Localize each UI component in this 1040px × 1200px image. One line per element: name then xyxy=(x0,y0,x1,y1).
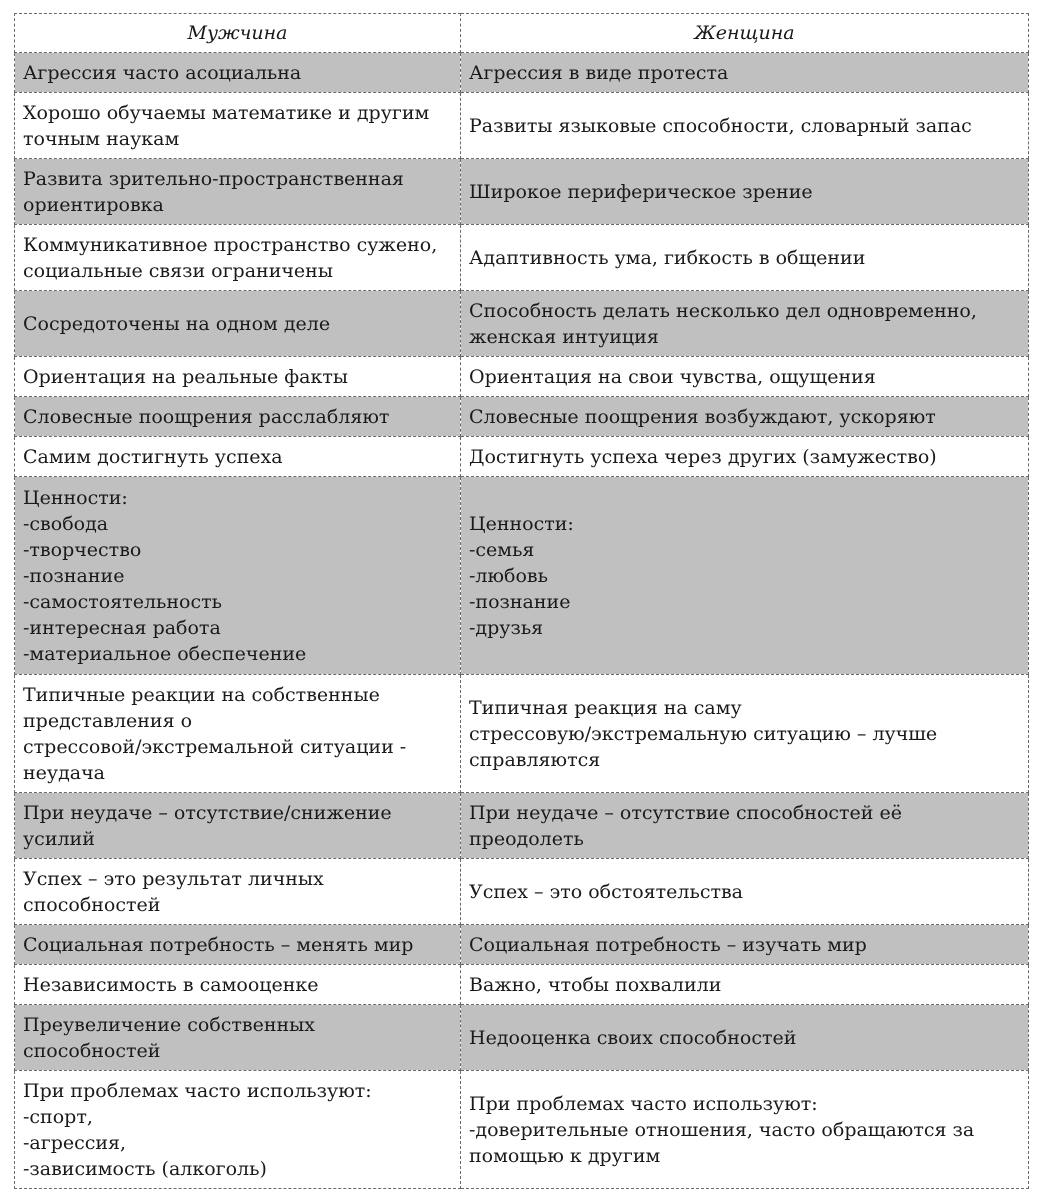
cell-female: При неудаче – отсутствие способностей её преодолеть xyxy=(461,793,1029,859)
cell-female: Важно, чтобы похвалили xyxy=(461,965,1029,1005)
table-row xyxy=(15,965,1029,1005)
cell-male: Типичные реакции на собственные представления о стрессовой/экстремальной ситуации - неудача xyxy=(15,675,461,793)
table-row xyxy=(15,925,1029,965)
cell-male: Хорошо обучаемы математике и другим точным наукам xyxy=(15,93,461,159)
table-row xyxy=(15,793,1029,859)
cell-male: Преувеличение собственных способностей xyxy=(15,1005,461,1071)
cell-female: Типичная реакция на саму стрессовую/экстремальную ситуацию – лучше справляются xyxy=(461,675,1029,793)
cell-male: Самим достигнуть успеха xyxy=(15,437,461,477)
cell-female: Способность делать несколько дел одновременно, женская интуиция xyxy=(461,291,1029,357)
table-row xyxy=(15,357,1029,397)
cell-male: Ценности: -свобода -творчество -познание -самостоятельность -интересная работа -материальное обеспечение xyxy=(15,477,461,675)
cell-female: Агрессия в виде протеста xyxy=(461,53,1029,93)
cell-female: Достигнуть успеха через других (замужество) xyxy=(461,437,1029,477)
cell-male: Агрессия часто асоциальна xyxy=(15,53,461,93)
cell-female: Ориентация на свои чувства, ощущения xyxy=(461,357,1029,397)
column-header-male: Мужчина xyxy=(15,14,461,53)
table-row xyxy=(15,291,1029,357)
cell-male: Развита зрительно-пространственная ориентировка xyxy=(15,159,461,225)
table-row xyxy=(15,437,1029,477)
cell-female: Успех – это обстоятельства xyxy=(461,859,1029,925)
table-row xyxy=(15,477,1029,675)
table-row xyxy=(15,93,1029,159)
comparison-table xyxy=(14,13,1029,1189)
table-body xyxy=(15,53,1029,1189)
cell-female: При проблемах часто используют: -доверительные отношения, часто обращаются за помощью к другим xyxy=(461,1071,1029,1189)
cell-female: Адаптивность ума, гибкость в общении xyxy=(461,225,1029,291)
cell-male: Независимость в самооценке xyxy=(15,965,461,1005)
table-row xyxy=(15,1005,1029,1071)
column-header-female: Женщина xyxy=(461,14,1029,53)
cell-male: Сосредоточены на одном деле xyxy=(15,291,461,357)
table-row xyxy=(15,53,1029,93)
table-row xyxy=(15,859,1029,925)
table-row xyxy=(15,397,1029,437)
table-header-row xyxy=(15,14,1029,53)
cell-female: Социальная потребность – изучать мир xyxy=(461,925,1029,965)
table-row xyxy=(15,1071,1029,1189)
cell-male: Коммуникативное пространство сужено, социальные связи ограничены xyxy=(15,225,461,291)
cell-male: Социальная потребность – менять мир xyxy=(15,925,461,965)
cell-female: Развиты языковые способности, словарный запас xyxy=(461,93,1029,159)
cell-female: Широкое периферическое зрение xyxy=(461,159,1029,225)
cell-male: Словесные поощрения расслабляют xyxy=(15,397,461,437)
cell-male: Ориентация на реальные факты xyxy=(15,357,461,397)
table-row xyxy=(15,225,1029,291)
cell-female: Ценности: -семья -любовь -познание -друзья xyxy=(461,477,1029,675)
cell-male: Успех – это результат личных способностей xyxy=(15,859,461,925)
cell-female: Недооценка своих способностей xyxy=(461,1005,1029,1071)
cell-female: Словесные поощрения возбуждают, ускоряют xyxy=(461,397,1029,437)
cell-male: При проблемах часто используют: -спорт, -агрессия, -зависимость (алкоголь) xyxy=(15,1071,461,1189)
cell-male: При неудаче – отсутствие/снижение усилий xyxy=(15,793,461,859)
table-row xyxy=(15,675,1029,793)
table-row xyxy=(15,159,1029,225)
